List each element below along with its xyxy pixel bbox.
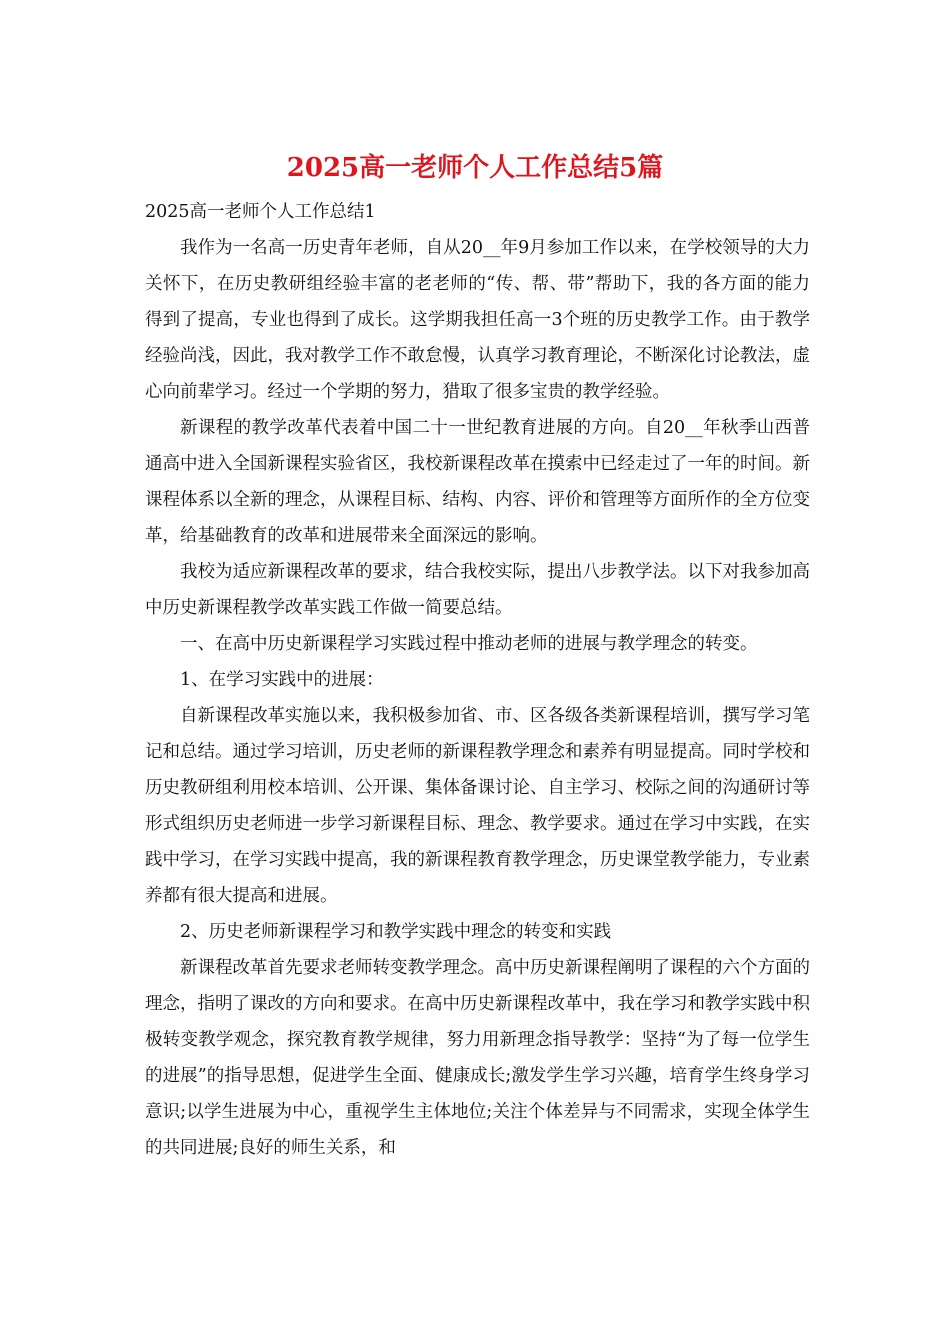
paragraph: 我校为适应新课程改革的要求，结合我校实际，提出八步教学法。以下对我参加高中历史新课程教学改革实践工作做一简要总结。 (145, 562, 810, 618)
paragraph: 新课程的教学改革代表着中国二十一世纪教育进展的方向。自20__年秋季山西普通高中进入全国新课程实验省区，我校新课程改革在摸索中已经走过了一年的时间。新课程体系以全新的理念，从课程目标、结构、内容、评价和管理等方面所作的全方位变革，给基础教育的改革和进展带来全面深远的影响。 (145, 418, 810, 546)
paragraph: 自新课程改革实施以来，我积极参加省、市、区各级各类新课程培训，撰写学习笔记和总结。通过学习培训，历史老师的新课程教学理念和素养有明显提高。同时学校和历史教研组利用校本培训、公开课、集体备课讨论、自主学习、校际之间的沟通研讨等形式组织历史老师进一步学习新课程目标、理念、教学要求。通过在学习中实践，在实践中学习，在学习实践中提高，我的新课程教育教学理念，历史课堂教学能力，专业素养都有很大提高和进展。 (145, 706, 810, 906)
subheading: 一、在高中历史新课程学习实践过程中推动老师的进展与教学理念的转变。 (180, 634, 758, 654)
section-heading: 2025高一老师个人工作总结1 (145, 202, 376, 222)
subheading: 2、历史老师新课程学习和教学实践中理念的转变和实践 (180, 922, 612, 942)
subheading: 1、在学习实践中的进展： (180, 670, 384, 690)
paragraph: 我作为一名高一历史青年老师，自从20__年9月参加工作以来，在学校领导的大力关怀下，在历史教研组经验丰富的老老师的“传、帮、带”帮助下，我的各方面的能力得到了提高，专业也得到了成长。这学期我担任高一3个班的历史教学工作。由于教学经验尚浅，因此，我对教学工作不敢怠慢，认真学习教育理论，不断深化讨论教法，虚心向前辈学习。经过一个学期的努力，猎取了很多宝贵的教学经验。 (145, 238, 810, 402)
paragraph: 新课程改革首先要求老师转变教学理念。高中历史新课程阐明了课程的六个方面的理念，指明了课改的方向和要求。在高中历史新课程改革中，我在学习和教学实践中积极转变教学观念，探究教育教学规律，努力用新理念指导教学：坚持“为了每一位学生的进展”的指导思想，促进学生全面、健康成长;激发学生学习兴趣，培育学生终身学习意识;以学生进展为中心，重视学生主体地位;关注个体差异与不同需求，实现全体学生的共同进展;良好的师生关系，和 (145, 958, 810, 1158)
document-title: 2025高一老师个人工作总结5篇 (286, 153, 664, 183)
document-body (145, 194, 810, 1166)
